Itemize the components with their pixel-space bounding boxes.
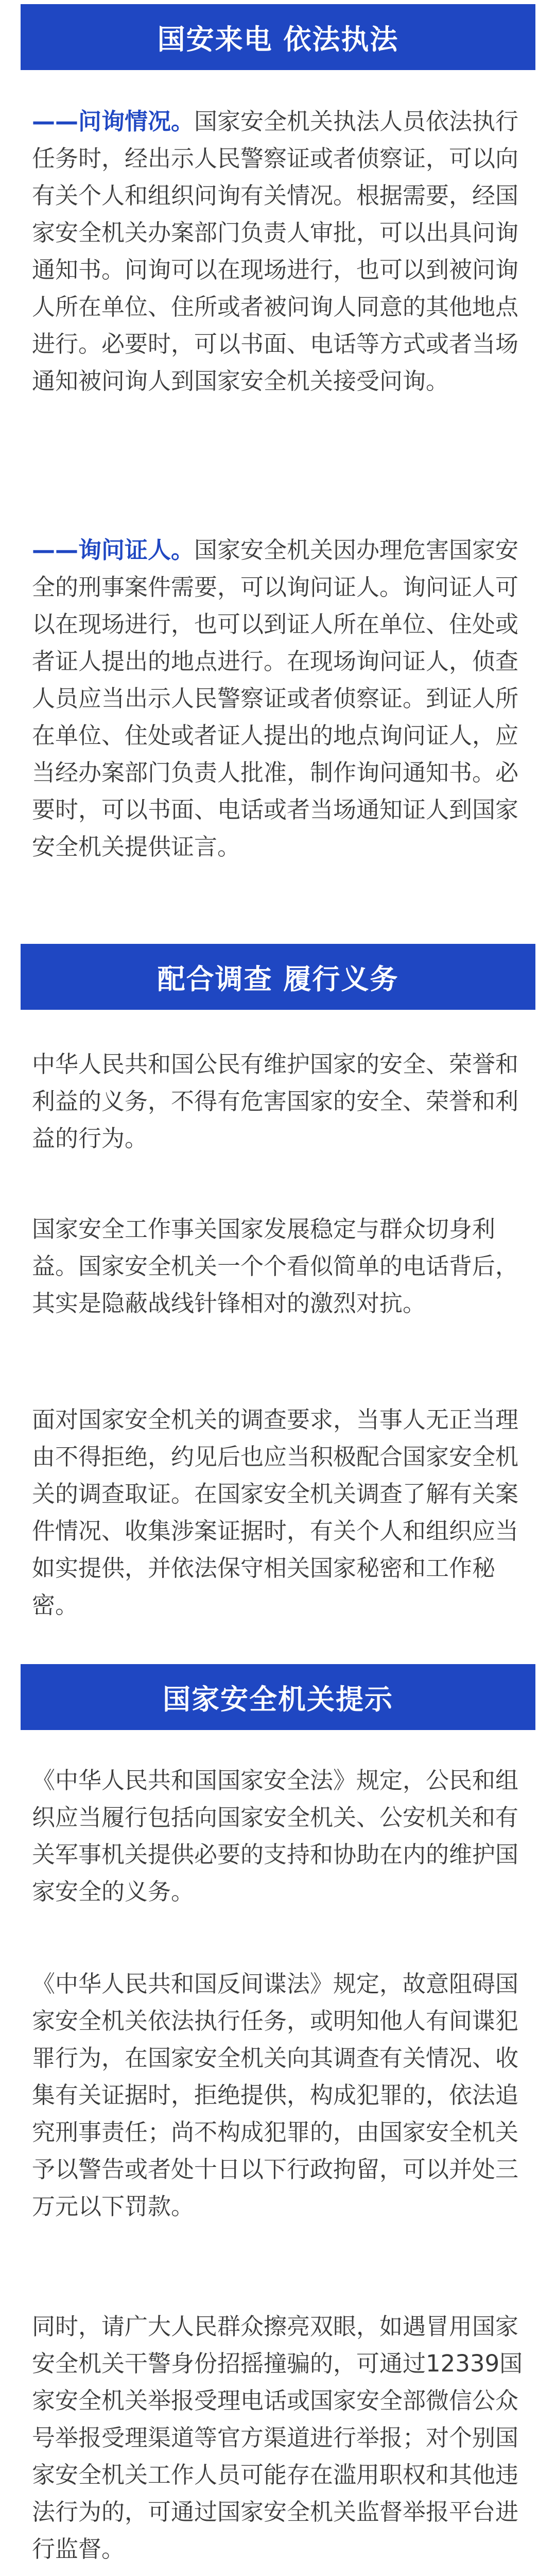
section-heading: 国家安全机关提示 [21, 1664, 535, 1730]
paragraph [32, 2308, 525, 2568]
paragraph-text: 国家安全机关执法人员依法执行任务时，经出示人民警察证或者侦察证，可以向有关个人和组织问询有关情况。根据需要，经国家安全机关办案部门负责人审批，可以出具问询通知书。问询可以在现场进行，也可以到被问询人所在单位、住所或者被问询人同意的其他地点进行。必要时，可以书面、电话等方式或者当场通知被问询人到国家安全机关接受问询。 [32, 108, 519, 395]
paragraph-lead: ——问询情况。 [32, 108, 195, 135]
paragraph-witness [32, 532, 525, 866]
paragraph-text: 面对国家安全机关的调查要求，当事人无正当理由不得拒绝，约见后也应当积极配合国家安全机关的调查取证。在国家安全机关调查了解有关案件情况、收集涉案证据时，有关个人和组织应当如实提供，并依法保守相关国家秘密和工作秘密。 [32, 1406, 519, 1619]
paragraph [32, 1762, 525, 1910]
paragraph-text: 《中华人民共和国国家安全法》规定，公民和组织应当履行包括向国家安全机关、公安机关和有关军事机关提供必要的支持和协助在内的维护国家安全的义务。 [32, 1767, 519, 1905]
paragraph-text: 《中华人民共和国反间谍法》规定，故意阻碍国家安全机关依法执行任务，或明知他人有间谍犯罪行为，在国家安全机关向其调查有关情况、收集有关证据时，拒绝提供，构成犯罪的，依法追究刑事责任；尚不构成犯罪的，由国家安全机关予以警告或者处十日以下行政拘留，可以并处三万元以下罚款。 [32, 1970, 519, 2220]
paragraph [32, 1401, 525, 1624]
paragraph [32, 1046, 525, 1157]
paragraph [32, 1211, 525, 1322]
paragraph-text: 国家安全工作事关国家发展稳定与群众切身利益。国家安全机关一个个看似简单的电话背后，其实是隐蔽战线针锋相对的激烈对抗。 [32, 1215, 519, 1317]
paragraph-text: 中华人民共和国公民有维护国家的安全、荣誉和利益的义务，不得有危害国家的安全、荣誉和利益的行为。 [32, 1050, 519, 1152]
paragraph-lead: ——询问证人。 [32, 536, 195, 564]
paragraph [32, 1965, 525, 2225]
paragraph-questioning [32, 103, 525, 400]
paragraph-text: 同时，请广大人民群众擦亮双眼，如遇冒用国家安全机关干警身份招摇撞骗的，可通过12339国家安全机关举报受理电话或国家安全部微信公众号举报受理渠道等官方渠道进行举报；对个别国家安全机关工作人员可能存在滥用职权和其他违法行为的，可通过国家安全机关监督举报平台进行监督。 [32, 2313, 523, 2563]
section-heading: 配合调查 履行义务 [21, 944, 535, 1010]
paragraph-text: 国家安全机关因办理危害国家安全的刑事案件需要，可以询问证人。询问证人可以在现场进行，也可以到证人所在单位、住处或者证人提出的地点进行。在现场询问证人，侦查人员应当出示人民警察证或者侦察证。到证人所在单位、住处或者证人提出的地点询问证人，应当经办案部门负责人批准，制作询问通知书。必要时，可以书面、电话或者当场通知证人到国家安全机关提供证言。 [32, 536, 519, 860]
section-heading: 国安来电 依法执法 [21, 4, 535, 70]
